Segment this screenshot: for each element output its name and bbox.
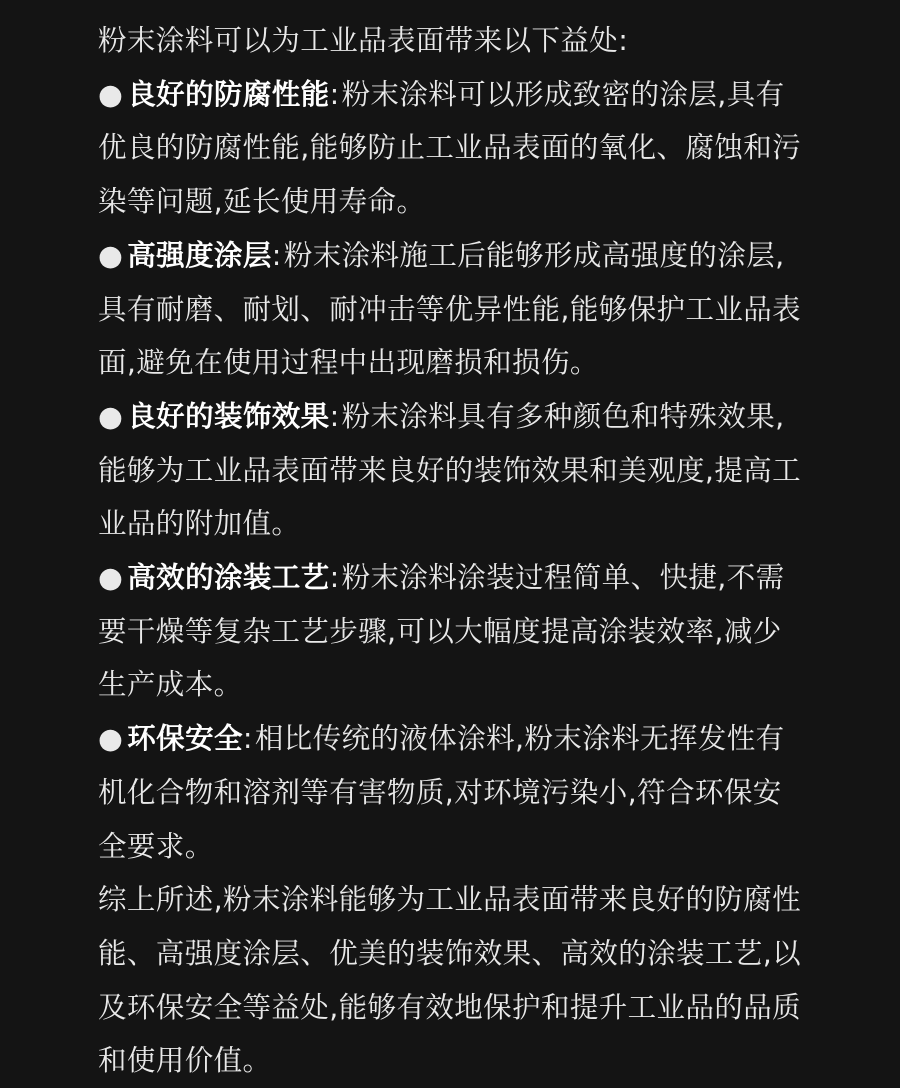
benefit-term: 高强度涂层 — [127, 238, 272, 272]
benefit-term: 环保安全 — [127, 722, 243, 756]
benefit-description: 粉末涂料具有多种颜色和特殊效果,能够为工业品表面带来良好的装饰效果和美观度,提高工业品的附加值。 — [98, 399, 802, 541]
benefit-term: 高效的涂装工艺 — [127, 561, 330, 595]
benefit-term: 良好的防腐性能 — [127, 77, 330, 111]
bullet-icon: ● — [98, 238, 124, 272]
summary-paragraph: 综上所述,粉末涂料能够为工业品表面带来良好的防腐性能、高强度涂层、优美的装饰效果、高效的涂装工艺,以及环保安全等益处,能够有效地保护和提升工业品的品质和使用价值。 — [98, 883, 802, 1078]
bullet-icon: ● — [98, 722, 124, 756]
benefit-description: 相比传统的液体涂料,粉末涂料无挥发性有机化合物和溶剂等有害物质,对环境污染小,符合环保安全要求。 — [98, 722, 785, 863]
benefit-description: 粉末涂料施工后能够形成高强度的涂层,具有耐磨、耐划、耐冲击等优异性能,能够保护工业品表面,避免在使用过程中出现磨损和损伤。 — [98, 238, 802, 380]
bullet-icon: ● — [98, 399, 124, 433]
benefit-item-anticorrosion: ● 良好的防腐性能:粉末涂料可以形成致密的涂层,具有优良的防腐性能,能够防止工业品表面的氧化、腐蚀和污染等问题,延长使用寿命。 — [98, 68, 804, 229]
benefit-item-decoration: ● 良好的装饰效果:粉末涂料具有多种颜色和特殊效果,能够为工业品表面带来良好的装饰效果和美观度,提高工业品的附加值。 — [98, 390, 804, 551]
benefit-item-efficient-process: ● 高效的涂装工艺:粉末涂料涂装过程简单、快捷,不需要干燥等复杂工艺步骤,可以大幅度提高涂装效率,减少生产成本。 — [98, 551, 804, 712]
benefit-item-high-strength: ● 高强度涂层:粉末涂料施工后能够形成高强度的涂层,具有耐磨、耐划、耐冲击等优异性能,能够保护工业品表面,避免在使用过程中出现磨损和损伤。 — [98, 229, 804, 390]
bullet-icon: ● — [98, 77, 124, 111]
bullet-icon: ● — [98, 561, 124, 595]
intro-paragraph: 粉末涂料可以为工业品表面带来以下益处: — [98, 24, 629, 57]
benefit-description: 粉末涂料可以形成致密的涂层,具有优良的防腐性能,能够防止工业品表面的氧化、腐蚀和污染等问题,延长使用寿命。 — [98, 77, 802, 219]
benefit-term: 良好的装饰效果 — [127, 399, 330, 433]
benefit-description: 粉末涂料涂装过程简单、快捷,不需要干燥等复杂工艺步骤,可以大幅度提高涂装效率,减少生产成本。 — [98, 561, 785, 702]
benefit-item-eco-safety: ● 环保安全:相比传统的液体涂料,粉末涂料无挥发性有机化合物和溶剂等有害物质,对环境污染小,符合环保安全要求。 — [98, 712, 804, 873]
